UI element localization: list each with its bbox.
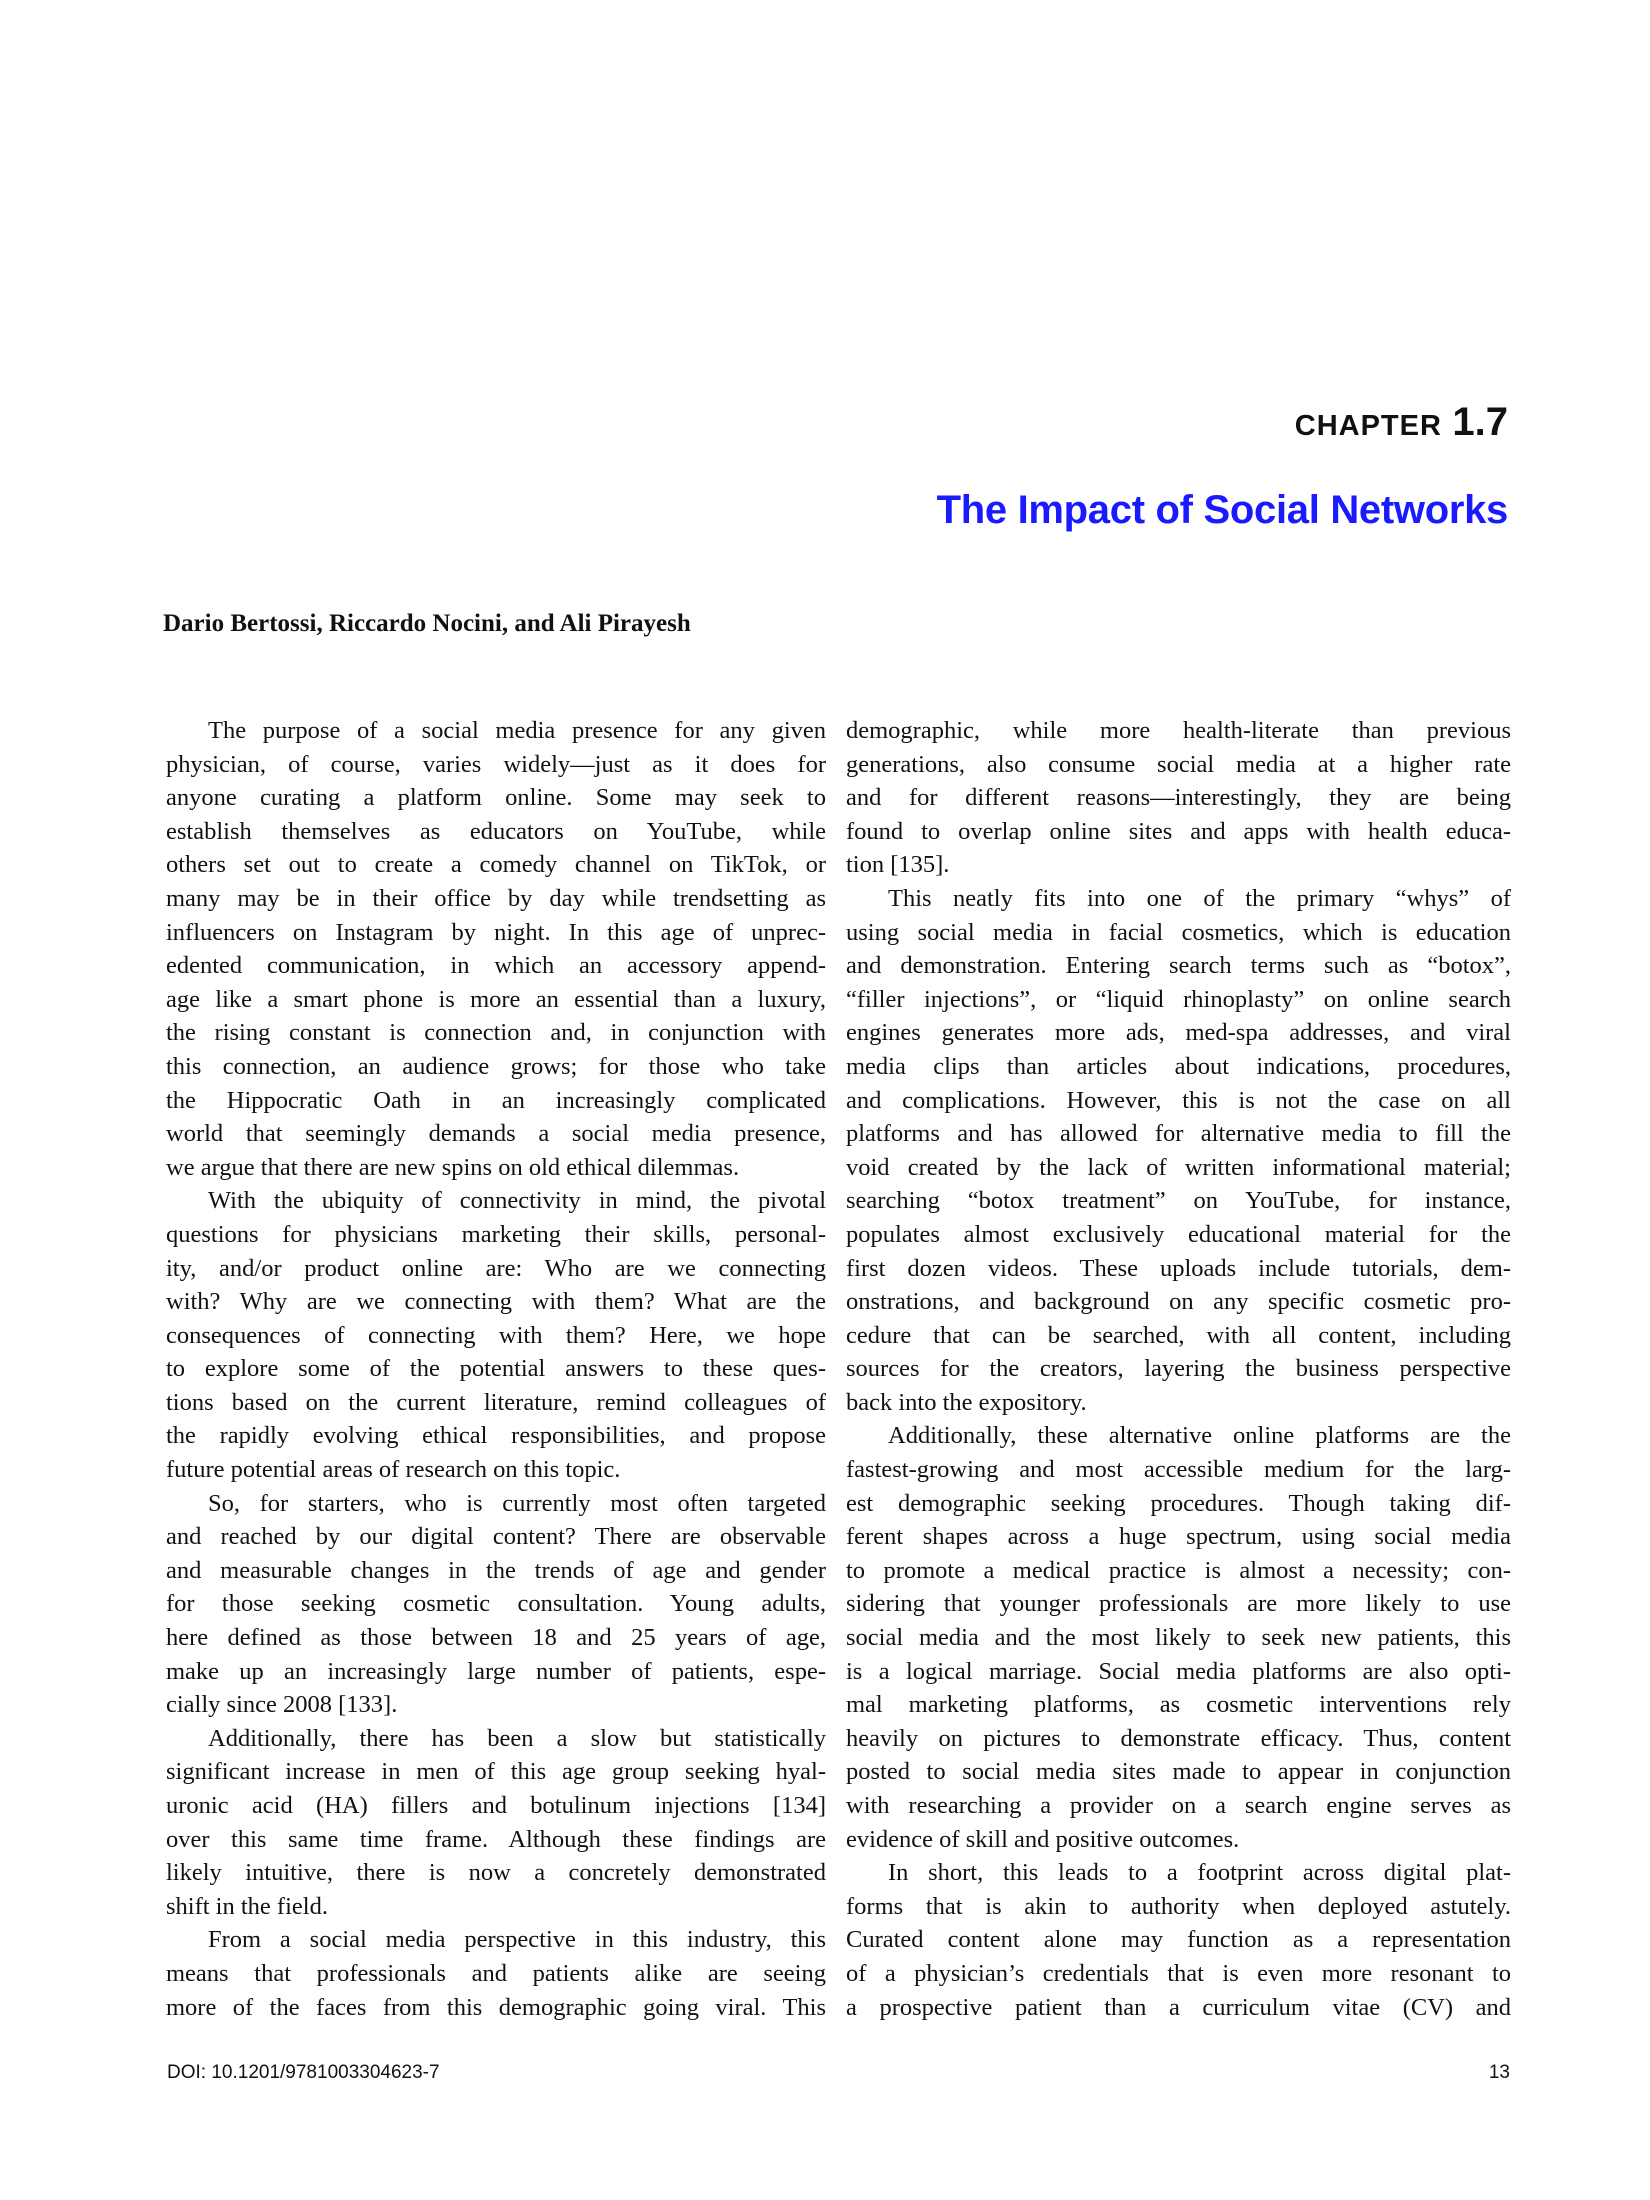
text-line: cedure that can be searched, with all content, including: [846, 1321, 1511, 1349]
text-line: and for different reasons—interestingly, they are being: [846, 784, 1511, 812]
text-line: consequences of connecting with them? Here, we hope: [166, 1321, 826, 1349]
text-line: sidering that younger professionals are more likely to use: [846, 1590, 1511, 1618]
text-line: the rapidly evolving ethical responsibilities, and propose: [166, 1422, 826, 1450]
text-line: With the ubiquity of connectivity in mind, the pivotal: [208, 1187, 826, 1215]
text-line: From a social media perspective in this industry, this: [208, 1926, 826, 1954]
text-line: fastest-growing and most accessible medium for the larg-: [846, 1456, 1511, 1484]
text-line: mal marketing platforms, as cosmetic interventions rely: [846, 1691, 1511, 1719]
text-line: In short, this leads to a footprint across digital plat-: [888, 1859, 1511, 1887]
text-line: back into the expository.: [846, 1388, 1087, 1416]
text-line: evidence of skill and positive outcomes.: [846, 1825, 1240, 1853]
text-line: and complications. However, this is not the case on all: [846, 1086, 1511, 1114]
text-line: make up an increasingly large number of patients, espe-: [166, 1657, 826, 1685]
text-line: ferent shapes across a huge spectrum, using social media: [846, 1523, 1511, 1551]
text-line: first dozen videos. These uploads include tutorials, dem-: [846, 1254, 1511, 1282]
text-line: and reached by our digital content? There are observable: [166, 1523, 826, 1551]
text-line: Curated content alone may function as a representation: [846, 1926, 1511, 1954]
text-line: populates almost exclusively educational material for the: [846, 1220, 1511, 1248]
text-line: using social media in facial cosmetics, which is education: [846, 918, 1511, 946]
text-line: demographic, while more health-literate than previous: [846, 717, 1511, 744]
text-line: This neatly fits into one of the primary “whys” of: [888, 884, 1511, 912]
text-line: influencers on Instagram by night. In this age of unprec-: [166, 918, 826, 946]
footer-doi: DOI: 10.1201/9781003304623-7: [167, 2062, 440, 2083]
chapter-number: 1.7: [1452, 400, 1508, 444]
chapter-label: [1295, 400, 1508, 445]
text-line: Additionally, there has been a slow but statistically: [208, 1724, 826, 1752]
text-line: heavily on pictures to demonstrate efficacy. Thus, content: [846, 1724, 1511, 1752]
text-line: the Hippocratic Oath in an increasingly complicated: [166, 1086, 826, 1114]
text-line: void created by the lack of written informational material;: [846, 1153, 1511, 1181]
text-line: The purpose of a social media presence for any given: [208, 717, 826, 744]
text-line: with? Why are we connecting with them? What are the: [166, 1288, 826, 1316]
text-line: is a logical marriage. Social media platforms are also opti-: [846, 1657, 1511, 1685]
text-line: “filler injections”, or “liquid rhinoplasty” on online search: [846, 985, 1511, 1013]
text-line: establish themselves as educators on YouTube, while: [166, 817, 826, 845]
text-line: and measurable changes in the trends of age and gender: [166, 1556, 826, 1584]
text-line: physician, of course, varies widely—just as it does for: [166, 750, 826, 778]
text-line: and demonstration. Entering search terms such as “botox”,: [846, 952, 1511, 980]
text-line: found to overlap online sites and apps with health educa-: [846, 817, 1511, 845]
text-line: over this same time frame. Although these findings are: [166, 1825, 826, 1853]
text-line: of a physician’s credentials that is even more resonant to: [846, 1959, 1511, 1987]
chapter-word: CHAPTER: [1294, 410, 1442, 442]
text-line: means that professionals and patients alike are seeing: [166, 1959, 826, 1987]
text-line: this connection, an audience grows; for those who take: [166, 1052, 826, 1080]
text-line: with researching a provider on a search engine serves as: [846, 1792, 1511, 1819]
text-line: est demographic seeking procedures. Though taking dif-: [846, 1489, 1511, 1517]
text-line: media clips than articles about indications, procedures,: [846, 1052, 1511, 1080]
text-line: cially since 2008 [133].: [166, 1691, 398, 1719]
text-line: shift in the field.: [166, 1892, 328, 1920]
page-number: 13: [1488, 2062, 1510, 2083]
text-line: many may be in their office by day while trendsetting as: [166, 884, 826, 912]
text-line: anyone curating a platform online. Some may seek to: [166, 784, 826, 812]
text-line: posted to social media sites made to appear in conjunction: [846, 1758, 1511, 1786]
text-line: So, for starters, who is currently most often targeted: [208, 1489, 826, 1517]
text-line: forms that is akin to authority when deployed astutely.: [846, 1892, 1511, 1920]
body-column-left: [166, 714, 826, 2024]
text-line: for those seeking cosmetic consultation. Young adults,: [166, 1590, 826, 1618]
text-line: to promote a medical practice is almost a necessity; con-: [846, 1556, 1511, 1584]
text-line: here defined as those between 18 and 25 years of age,: [166, 1624, 826, 1652]
text-line: the rising constant is connection and, in conjunction with: [166, 1019, 826, 1047]
text-line: tion [135].: [846, 851, 950, 879]
text-line: onstrations, and background on any specific cosmetic pro-: [846, 1288, 1511, 1316]
text-line: Additionally, these alternative online platforms are the: [888, 1422, 1511, 1450]
text-line: significant increase in men of this age group seeking hyal-: [166, 1758, 826, 1786]
body-column-right: [846, 714, 1511, 2024]
text-line: more of the faces from this demographic going viral. This: [166, 1993, 826, 2021]
text-line: sources for the creators, layering the business perspective: [846, 1355, 1511, 1383]
text-line: tions based on the current literature, remind colleagues of: [166, 1388, 826, 1416]
text-line: future potential areas of research on this topic.: [166, 1456, 621, 1484]
text-line: generations, also consume social media at a higher rate: [846, 750, 1511, 778]
text-line: questions for physicians marketing their skills, personal-: [166, 1220, 826, 1248]
text-line: uronic acid (HA) fillers and botulinum injections [134]: [166, 1792, 826, 1819]
chapter-title: The Impact of Social Networks: [936, 488, 1508, 532]
text-line: social media and the most likely to seek new patients, this: [846, 1624, 1511, 1652]
text-line: searching “botox treatment” on YouTube, for instance,: [846, 1187, 1511, 1215]
text-line: a prospective patient than a curriculum vitae (CV) and: [846, 1993, 1511, 2021]
text-line: others set out to create a comedy channel on TikTok, or: [166, 851, 826, 879]
text-line: likely intuitive, there is now a concretely demonstrated: [166, 1859, 826, 1887]
text-line: we argue that there are new spins on old ethical dilemmas.: [166, 1153, 740, 1181]
text-line: age like a smart phone is more an essential than a luxury,: [166, 985, 826, 1013]
text-line: engines generates more ads, med-spa addresses, and viral: [846, 1019, 1511, 1047]
text-line: edented communication, in which an accessory append-: [166, 952, 826, 980]
text-line: ity, and/or product online are: Who are we connecting: [166, 1254, 826, 1282]
text-line: world that seemingly demands a social media presence,: [166, 1120, 826, 1148]
text-line: platforms and has allowed for alternative media to fill the: [846, 1120, 1511, 1148]
authors: Dario Bertossi, Riccardo Nocini, and Ali Pirayesh: [163, 610, 691, 637]
text-line: to explore some of the potential answers to these ques-: [166, 1355, 826, 1383]
